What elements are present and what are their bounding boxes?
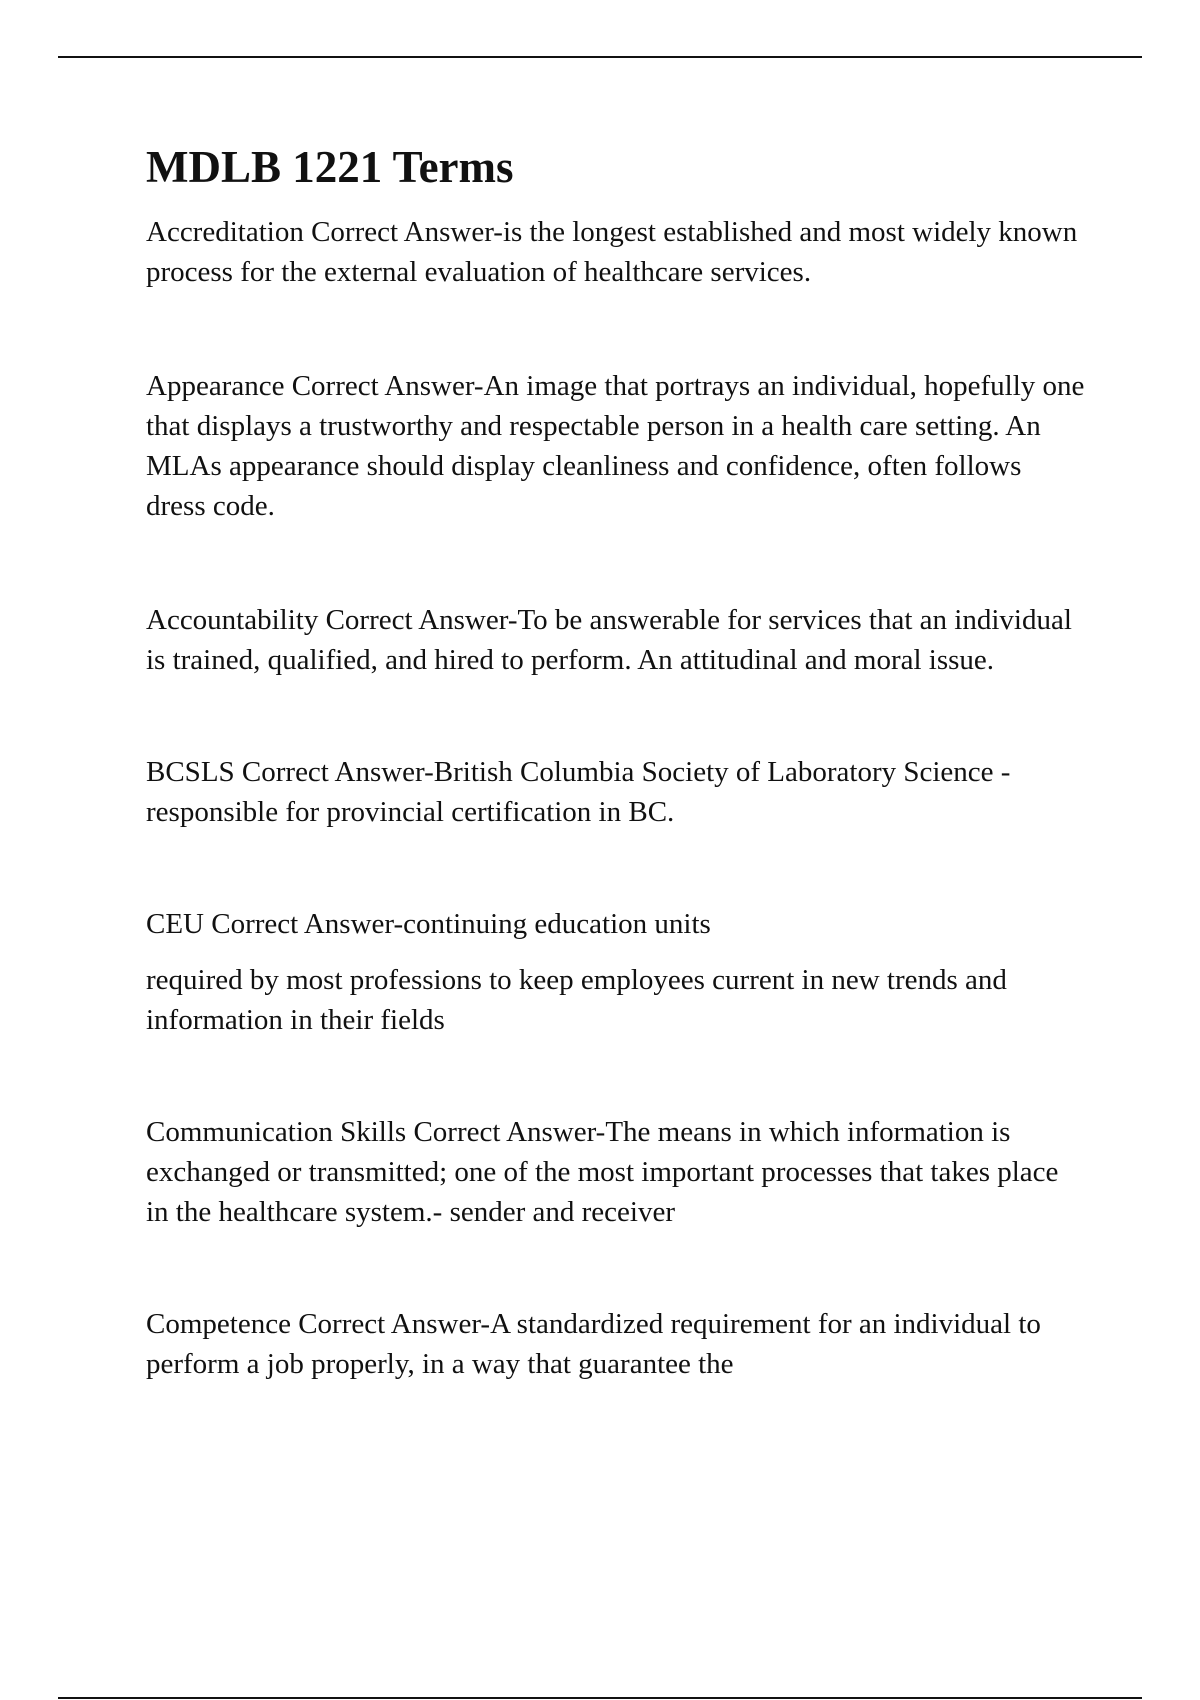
header-rule [58,56,1142,58]
term-ceu-continued: required by most professions to keep employees current in new trends and information in their fields [146,964,1007,1036]
footer-rule [58,1697,1142,1699]
term-accreditation: Accreditation Correct Answer-is the longest established and most widely known process for the external evaluation of healthcare services. [146,216,1078,288]
term-communication-skills: Communication Skills Correct Answer-The means in which information is exchanged or transmitted; one of the most important processes that takes place in the healthcare system.- sender and receiver [146,1116,1059,1228]
term-accountability: Accountability Correct Answer-To be answerable for services that an individual is trained, qualified, and hired to perform. An attitudinal and moral issue. [146,604,1072,676]
term-ceu: CEU Correct Answer-continuing education units [146,908,711,940]
term-bcsls: BCSLS Correct Answer-British Columbia Society of Laboratory Science - responsible for provincial certification in BC. [146,756,1011,828]
term-competence: Competence Correct Answer-A standardized requirement for an individual to perform a job properly, in a way that guarantee the [146,1308,1041,1380]
document-title: MDLB 1221 Terms [146,142,514,192]
document-body [146,140,1086,1456]
term-appearance: Appearance Correct Answer-An image that portrays an individual, hopefully one that displays a trustworthy and respectable person in a health care setting. An MLAs appearance should display cleanliness and confidence, often follows dress code. [146,370,1085,522]
